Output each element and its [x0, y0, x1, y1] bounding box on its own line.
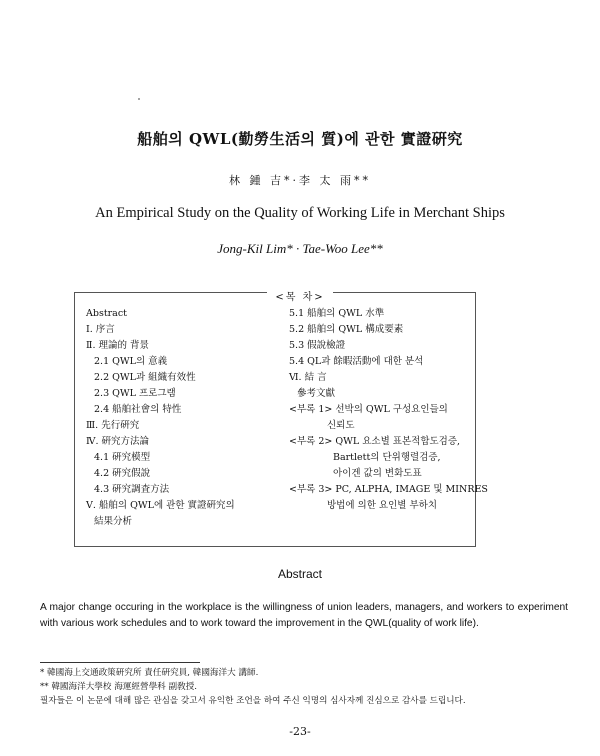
toc-item: 結果分析	[94, 516, 133, 527]
toc-item: Bartlett의 단위행렬검증,	[333, 452, 441, 463]
toc-item: Abstract	[86, 308, 127, 319]
toc-right-column	[289, 306, 488, 514]
toc-item: Ⅱ. 理論的 背景	[86, 340, 150, 351]
toc-item: 4.2 硏究假說	[94, 468, 151, 479]
toc-left-column	[86, 306, 235, 530]
toc-item: 參考文獻	[297, 388, 336, 399]
paper-title-korean: 船舶의 QWL(勤勞生活의 質)에 관한 實證硏究	[137, 130, 463, 148]
toc-item: 아이겐 값의 변화도표	[333, 468, 422, 479]
toc-item: Ⅰ. 序言	[86, 324, 115, 335]
toc-item: 4.1 硏究模型	[94, 452, 151, 463]
toc-item: 5.4 QL과 餘暇活動에 대한 분석	[289, 356, 424, 367]
toc-item: 5.3 假說檢證	[289, 340, 346, 351]
toc-item: Ⅴ. 船舶의 QWL에 관한 實證硏究의	[86, 500, 235, 511]
page-number: -23-	[289, 725, 311, 738]
scan-speck	[138, 98, 140, 100]
toc-item: 2.4 船舶社會의 特性	[94, 404, 182, 415]
paper-title-english: An Empirical Study on the Quality of Working Life in Merchant Ships	[95, 205, 505, 221]
authors-english: Jong-Kil Lim* · Tae-Woo Lee**	[217, 241, 383, 256]
toc-item: 방법에 의한 요인별 부하치	[327, 500, 438, 511]
toc-item: <부록 1> 선박의 QWL 구성요인들의	[289, 404, 448, 415]
toc-item: <부록 2> QWL 요소별 표본적합도검증,	[289, 436, 461, 447]
toc-item: 신뢰도	[327, 420, 355, 431]
toc-item: 5.2 船舶의 QWL 構成要素	[289, 324, 404, 335]
toc-item: Ⅳ. 硏究方法論	[86, 436, 150, 447]
toc-item: 2.3 QWL 프로그램	[94, 388, 176, 399]
toc-heading	[0, 285, 600, 304]
toc-item: Ⅵ. 結 言	[289, 372, 327, 383]
toc-item: <부록 3> PC, ALPHA, IMAGE 및 MINRES	[289, 484, 488, 495]
authors-korean: 林 鍾 吉*·李 太 雨**	[229, 174, 371, 187]
toc-item: 2.2 QWL과 組織有效性	[94, 372, 196, 383]
abstract-body: A major change occuring in the workplace is the willingness of union leaders, managers, and workers to experiment with various work schedules and to work toward the improvement in the QWL(quality of work life).	[40, 602, 568, 629]
toc-heading-label: <목 차>	[267, 292, 332, 303]
footnotes	[40, 666, 466, 708]
abstract-heading: Abstract	[277, 567, 322, 581]
footnote: ** 韓國海洋大學校 海運經營學科 副敎授.	[40, 682, 198, 692]
footnote: * 韓國海上交通政策硏究所 責任硏究員, 韓國海洋大 講師.	[40, 668, 259, 678]
toc-item: 5.1 船舶의 QWL 水準	[289, 308, 385, 319]
footnote: 필자들은 이 논문에 대해 많은 관심을 갖고서 유익한 조언을 하여 주신 익명의 심사자께 진심으로 감사를 드립니다.	[40, 696, 466, 706]
footnote-divider	[40, 662, 200, 663]
toc-item: 2.1 QWL의 意義	[94, 356, 168, 367]
toc-item: Ⅲ. 先行硏究	[86, 420, 140, 431]
toc-item: 4.3 硏究調査方法	[94, 484, 170, 495]
